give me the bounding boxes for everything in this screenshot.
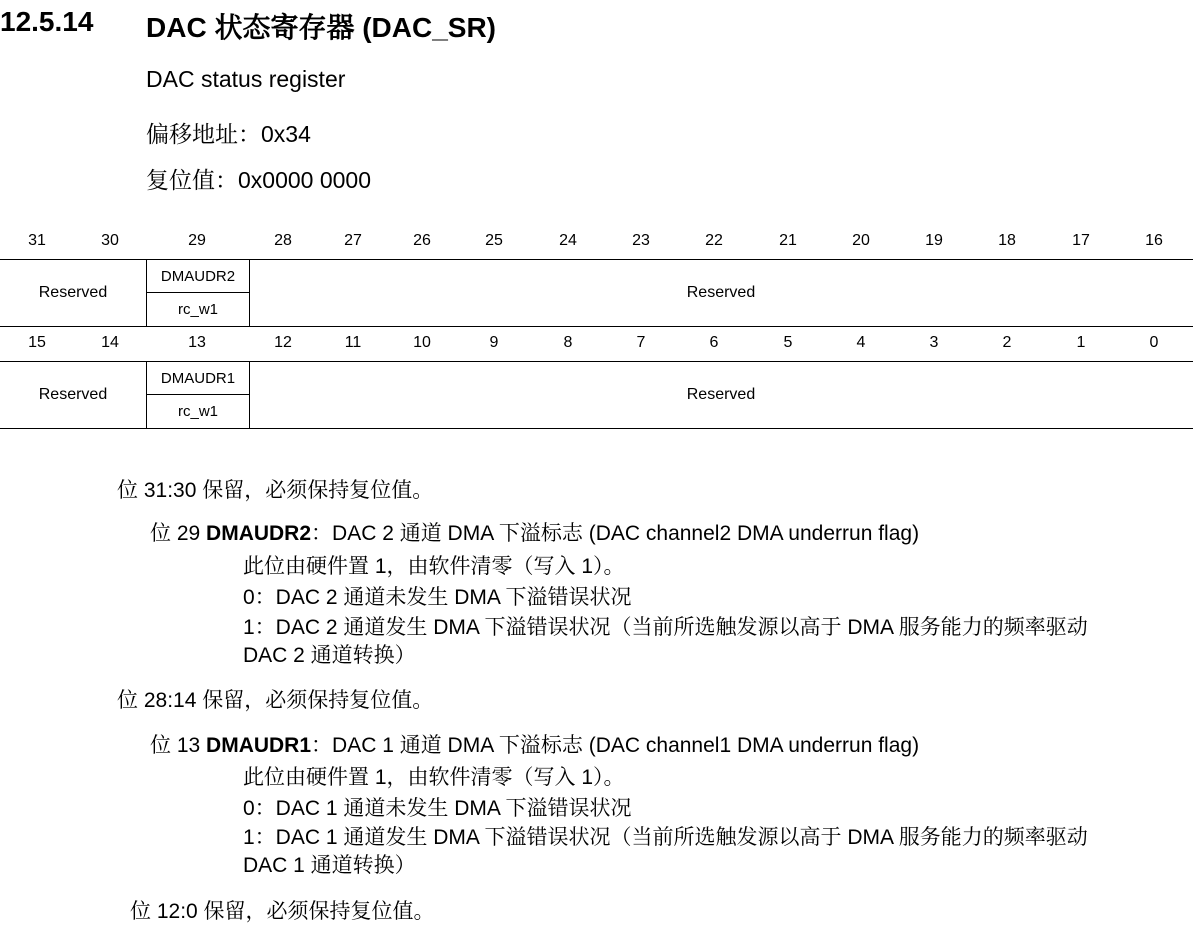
bits-12-0-desc: 位 12:0 保留，必须保持复位值。 (130, 900, 435, 923)
reserved-cell: Reserved (686, 284, 756, 301)
bit-number: 7 (636, 334, 646, 351)
reserved-cell: Reserved (38, 284, 108, 301)
bit-29-line: 1：DAC 2 通道发生 DMA 下溢错误状况（当前所选触发源以高于 DMA 服务能力的频率驱动 (243, 616, 1088, 639)
bit-number: 13 (188, 334, 206, 351)
bit-number: 21 (779, 232, 797, 249)
field-desc: ：DAC 1 通道 DMA 下溢标志 (DAC channel1 DMA underrun flag) (311, 734, 920, 757)
bit-number: 12 (274, 334, 292, 351)
field-access: rc_w1 (147, 293, 249, 327)
bit-number: 23 (632, 232, 650, 249)
reset-value: 复位值：0x0000 0000 (146, 167, 372, 193)
bits-31-30-desc: 位 31:30 保留，必须保持复位值。 (117, 479, 434, 502)
section-title: DAC 状态寄存器 (DAC_SR) (146, 12, 497, 43)
bit-number: 24 (559, 232, 577, 249)
bit-13-line: 1：DAC 1 通道发生 DMA 下溢错误状况（当前所选触发源以高于 DMA 服务能力的频率驱动 (243, 826, 1088, 849)
bit-29-line: 此位由硬件置 1，由软件清零（写入 1）。 (243, 555, 625, 578)
field-access: rc_w1 (147, 395, 249, 429)
field-name: DMAUDR2 (206, 522, 312, 545)
reserved-cell: Reserved (686, 386, 756, 403)
bit-13-line: 0：DAC 1 通道未发生 DMA 下溢错误状况 (243, 797, 632, 820)
register-row-low (0, 361, 1193, 429)
bit-29-line: 0：DAC 2 通道未发生 DMA 下溢错误状况 (243, 586, 632, 609)
bit-number: 10 (413, 334, 431, 351)
bit-number: 8 (563, 334, 573, 351)
bit-number: 30 (101, 232, 119, 249)
field-dmaudr1 (146, 362, 250, 428)
bit-number: 4 (856, 334, 866, 351)
field-name: DMAUDR2 (147, 260, 249, 293)
bit-number: 15 (28, 334, 46, 351)
bit-29-line: DAC 2 通道转换） (243, 644, 416, 667)
section-number: 12.5.14 (0, 6, 94, 37)
bit-number: 2 (1002, 334, 1012, 351)
bit-number: 17 (1072, 232, 1090, 249)
bit-number: 16 (1145, 232, 1163, 249)
bits-28-14-desc: 位 28:14 保留，必须保持复位值。 (117, 689, 434, 712)
bit-number: 1 (1076, 334, 1086, 351)
bit-13-line: 此位由硬件置 1，由软件清零（写入 1）。 (243, 766, 625, 789)
bit-label: 位 13 (150, 734, 207, 757)
bit-number: 26 (413, 232, 431, 249)
bit-number: 29 (188, 232, 206, 249)
bit-number: 14 (101, 334, 119, 351)
field-desc: ：DAC 2 通道 DMA 下溢标志 (DAC channel2 DMA underrun flag) (311, 522, 920, 545)
register-subtitle: DAC status register (146, 66, 346, 92)
field-name: DMAUDR1 (206, 734, 312, 757)
bit-number: 27 (344, 232, 362, 249)
bit-number: 18 (998, 232, 1016, 249)
bit-label: 位 29 (150, 522, 207, 545)
bit-number: 20 (852, 232, 870, 249)
bit-number: 22 (705, 232, 723, 249)
bit-13-title (150, 729, 919, 759)
bit-13-line: DAC 1 通道转换） (243, 854, 416, 877)
bit-number: 3 (929, 334, 939, 351)
bit-number: 0 (1149, 334, 1159, 351)
bit-number: 31 (28, 232, 46, 249)
bit-29-title (150, 517, 919, 547)
offset-address: 偏移地址：0x34 (146, 121, 311, 147)
bit-number: 9 (489, 334, 499, 351)
register-row-high (0, 259, 1193, 327)
field-dmaudr2 (146, 260, 250, 326)
bit-number: 25 (485, 232, 503, 249)
reserved-cell: Reserved (38, 386, 108, 403)
bit-number: 19 (925, 232, 943, 249)
bit-number: 6 (709, 334, 719, 351)
field-name: DMAUDR1 (147, 362, 249, 395)
bit-number: 5 (783, 334, 793, 351)
bit-number: 28 (274, 232, 292, 249)
bit-number: 11 (344, 334, 362, 351)
